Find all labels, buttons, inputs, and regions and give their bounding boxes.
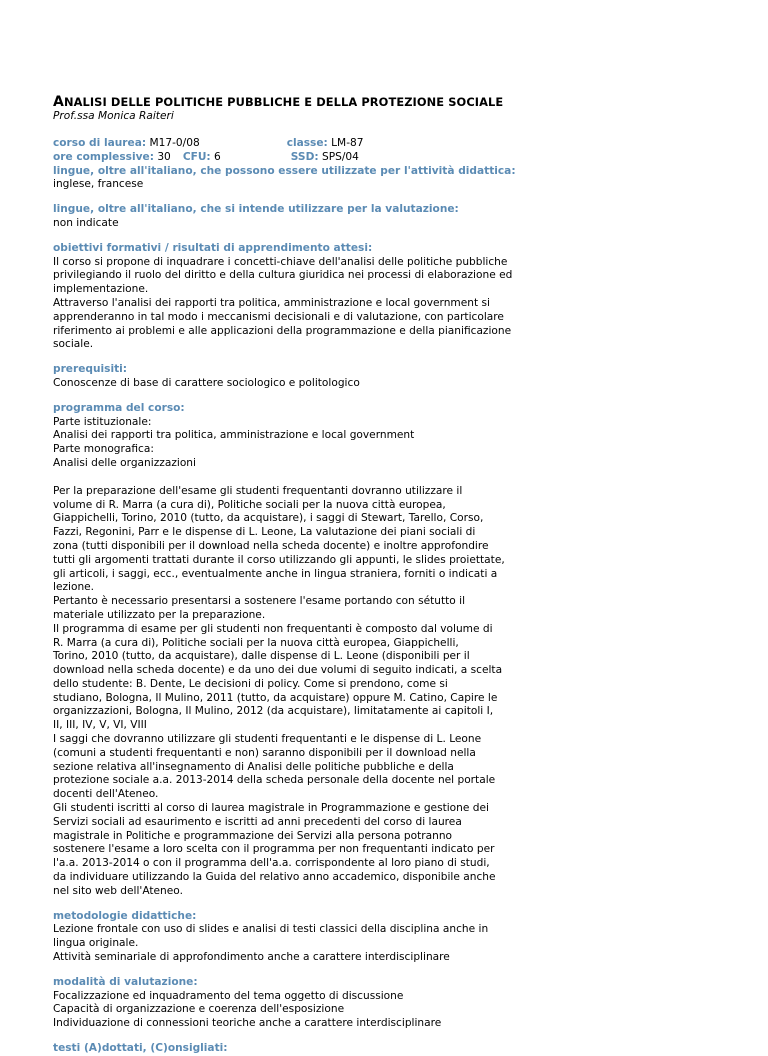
ssd-value: SPS/04 xyxy=(318,150,359,163)
section-label: testi (A)dottati, (C)onsigliati: xyxy=(53,1042,228,1055)
ssd-label: SSD: xyxy=(290,150,319,163)
section-programma xyxy=(53,402,713,899)
section-text-detail: Per la preparazione dell'esame gli studenti frequentanti dovranno utilizzare il volume di R. Marra (a cura di), Politiche sociali per la nuova città europea, Giappichelli, Torino, 2010 (tutto, da acquistare), i saggi di Stewart, Tarello, Corso, Fazzi, Regonini, Parr e le dispense di L. Leone, La valutazione dei piani sociali di zona (tutti disponibili per il download nella scheda docente) e inoltre approfondire tutti gli argomenti trattati durante il corso utilizzando gli appunti, le slides proiettate, gli articoli, i saggi, ecc., eventualmente anche in lingua straniera, forniti o indicati a lezione. Pertanto è necessario presentarsi a sostenere l'esame portando con sétutto il materiale utilizzato per la preparazione. Il programma di esame per gli studenti non frequentanti è composto dal volume di R. Marra (a cura di), Politiche sociali per la nuova città europea, Giappichelli, Torino, 2010 (tutto, da acquistare), dalle dispense di L. Leone (disponibili per il download nella scheda docente) e da uno dei due volumi di seguito indicati, a scelta dello studente: B. Dente, Le decisioni di policy. Come si prendono, come si studiano, Bologna, Il Mulino, 2011 (tutto, da acquistare) oppure M. Catino, Capire le organizzazioni, Bologna, Il Mulino, 2012 (da acquistare), limitatamente ai capitoli I, II, III, IV, V, VI, VIII I saggi che dovranno utilizzare gli studenti frequentanti e le dispense di L. Leone (comuni a studenti frequentanti e non) saranno disponibili per il download nella sezione relativa all'insegnamento di Analisi delle politiche pubbliche e della protezione sociale a.a. 2013-2014 della scheda personale della docente nel portale docenti dell'Ateneo. Gli studenti iscritti al corso di laurea magistrale in Programmazione e gestione dei Servizi sociali ad esaurimento e iscritti ad anni precedenti del corso di laurea magistrale in Politiche e programmazione dei Servizi alla persona potranno sostenere l'esame a loro scelta con il programma per non frequentanti indicato per l'a.a. 2013-2014 o con il programma dell'a.a. corrispondente al loro piano di studi, da individuare utilizzando la Guida del relativo anno accademico, disponibile anche nel sito web dell'Ateneo. xyxy=(53,484,505,897)
classe-value: LM-87 xyxy=(327,137,364,149)
section-prerequisiti xyxy=(53,363,713,391)
course-sheet xyxy=(53,94,713,1056)
section-label: programma del corso: xyxy=(53,401,185,414)
section-text: Il corso si propone di inquadrare i concetti-chiave dell'analisi delle politiche pubbliche privilegiando il ruolo del diritto e della cultura giuridica nei processi di elaborazione ed implementazione. Attraverso l'analisi dei rapporti tra politica, amministrazione e local government si apprenderanno in tal modo i meccanismi decisionali e di valutazione, con particolare riferimento ai problemi e alle applicazioni della programmazione e della pianificazione sociale. xyxy=(53,255,513,351)
section-label: obiettivi formativi / risultati di apprendimento attesi: xyxy=(53,241,373,254)
cfu-label: CFU: xyxy=(182,150,211,163)
classe-label: classe: xyxy=(286,137,328,149)
professor-name: Prof.ssa Monica Raiteri xyxy=(53,110,174,122)
section-text: Parte istituzionale: Analisi dei rapporti tra politica, amministrazione e local government Parte monografica: Analisi delle organizzazioni xyxy=(53,415,415,469)
course-title-initial: A xyxy=(53,94,64,110)
info-row-2 xyxy=(53,151,713,165)
section-testi xyxy=(53,1042,713,1056)
course-title xyxy=(53,94,713,110)
section-text: Focalizzazione ed inquadramento del tema oggetto di discussione Capacità di organizzazione e coerenza dell'esposizione Individuazione di connessioni teoriche anche a carattere interdisciplinare xyxy=(53,989,442,1030)
corso-label: corso di laurea: xyxy=(53,137,147,149)
lingue-didattica-value: inglese, francese xyxy=(53,178,144,191)
section-text: non indicate xyxy=(53,216,119,229)
section-text: Conoscenze di base di carattere sociologico e politologico xyxy=(53,376,360,389)
section-label: lingue, oltre all'italiano, che si intende utilizzare per la valutazione: xyxy=(53,203,459,216)
lingue-didattica-label: lingue, oltre all'italiano, che possono essere utilizzate per l'attività didattica: xyxy=(53,164,516,177)
ore-value: 30 xyxy=(153,150,171,163)
section-label: prerequisiti: xyxy=(53,363,128,376)
cfu-value: 6 xyxy=(210,150,221,163)
ore-label: ore complessive: xyxy=(53,150,154,163)
corso-value: M17-0/08 xyxy=(146,137,200,149)
info-row-1 xyxy=(53,137,713,151)
section-label: metodologie didattiche: xyxy=(53,909,197,922)
section-label: modalità di valutazione: xyxy=(53,975,198,988)
section-valutazione xyxy=(53,976,713,1031)
course-title-rest: NALISI DELLE POLITICHE PUBBLICHE E DELLA PROTEZIONE SOCIALE xyxy=(63,95,504,109)
section-obiettivi xyxy=(53,242,713,352)
section-metodologie xyxy=(53,910,713,965)
section-text: Lezione frontale con uso di slides e analisi di testi classici della disciplina anche in lingua originale. Attività seminariale di approfondimento anche a carattere interdisciplinare xyxy=(53,923,489,964)
section-lingue-valutazione xyxy=(53,203,713,231)
course-info xyxy=(53,137,713,192)
